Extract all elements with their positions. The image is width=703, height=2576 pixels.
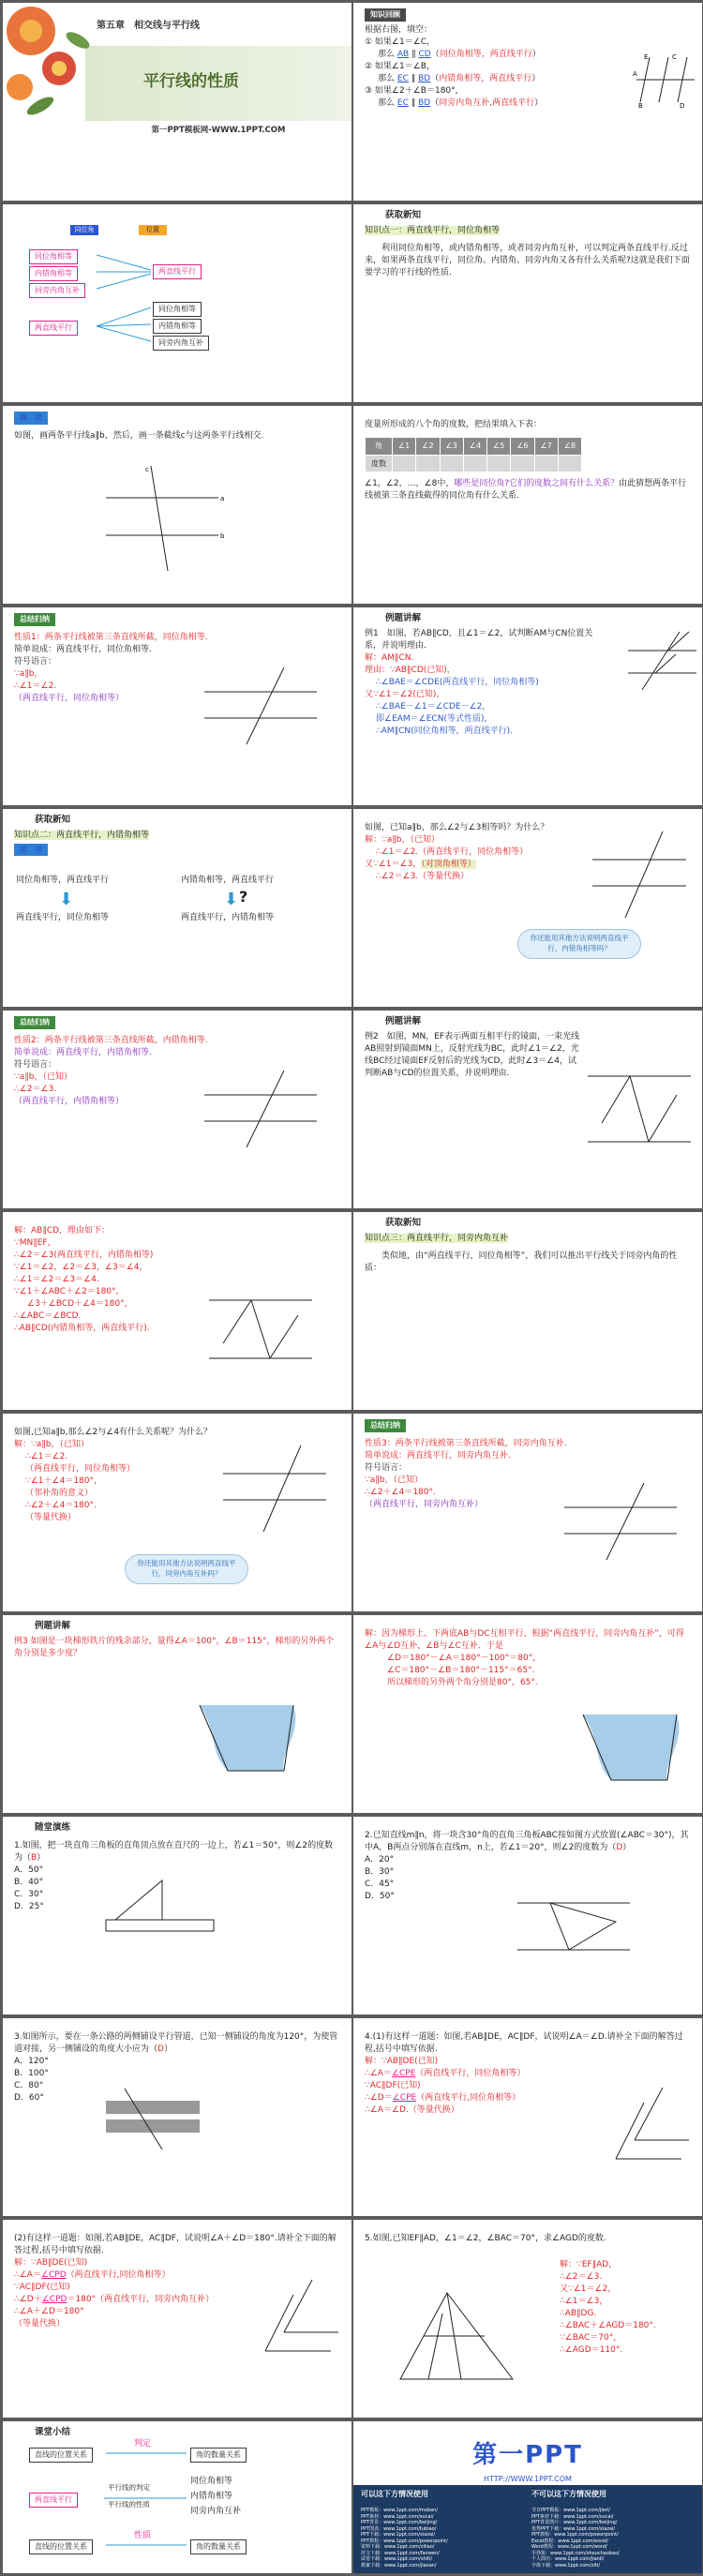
question: 1.如图，把一块直角三角板的直角顶点放在直尺的一边上，若∠1＝50°，则∠2的度数为（B）	[14, 1840, 334, 1863]
footer-link[interactable]: Word教程：www.1ppt.com/word/	[531, 2544, 607, 2550]
property: 性质1：两条平行线被第三条直线所截，同位角相等.	[14, 633, 208, 643]
text: ③ 如果∠2＋∠B＝180°，	[365, 86, 464, 97]
slide-new-knowledge-3	[353, 1212, 702, 1410]
table-cell: 度数	[366, 455, 393, 472]
text: ∵MN∥EF，	[14, 1238, 56, 1249]
property: 性质3：两条平行线被第三条直线所截，同旁内角互补.	[365, 1439, 567, 1449]
question: 例1 如图，若AB∥CD，且∠1＝∠2，试判断AM与CN位置关系，并说明理由.	[365, 628, 593, 651]
footer-link[interactable]: Excel教程：www.1ppt.com/excel/	[531, 2538, 608, 2544]
box-result-2: 内错角相等	[153, 319, 202, 334]
slide-example-2	[353, 1011, 702, 1208]
figure	[256, 2276, 340, 2360]
footer-link[interactable]: PPT素材：www.1ppt.com/sucai/	[361, 2513, 434, 2520]
option: D．50°	[365, 1892, 395, 1902]
degree-table	[365, 437, 582, 472]
section-tag: 总结归纳	[365, 1419, 406, 1432]
section-tag: 探 究	[14, 412, 48, 425]
text: ∵a∥b，（已知）	[365, 1475, 423, 1486]
label: 平行线的性质	[108, 2500, 150, 2509]
question: 例2 如图，MN，EF表示两面互相平行的镜面，一束光线AB照射到镜面MN上，反射光线为BC，此时∠1＝∠2，光线BC经过镜面EF反射后的光线为CD，此时∠3＝∠4，试判断AB与CD的位置关系，并说明理由.	[365, 1031, 580, 1078]
footer-link[interactable]: PPT背景：www.1ppt.com/beijing/	[361, 2520, 438, 2525]
down-arrow-icon: ⬇	[224, 890, 239, 909]
option: A．20°	[365, 1855, 395, 1865]
box: 直线的位置关系	[29, 2539, 93, 2554]
question: 3.如图所示，要在一条公路的两侧铺设平行管道，已知一侧铺设的角度为120°，为使管道对接，另一侧铺设的角度大小应为（D）	[14, 2032, 338, 2055]
figure	[588, 828, 691, 921]
label-position: 位置	[139, 225, 167, 235]
option: B．100°	[14, 2069, 49, 2079]
text: 同位角相等	[190, 2477, 233, 2486]
figure	[200, 1067, 322, 1151]
paragraph: 如图，画两条平行线a∥b，然后，画一条截线c与这两条平行线相交.	[14, 431, 264, 442]
text: 解：∵a∥b，（已知）	[14, 1440, 89, 1450]
label: 平行线的判定	[108, 2483, 150, 2492]
trapezoid-figure	[190, 1696, 312, 1790]
triangle-figure	[391, 2285, 522, 2389]
table-header-cell: ∠6	[511, 438, 534, 456]
text: （等量代换）	[14, 2319, 66, 2329]
heading: 可以这下方情况使用	[361, 2490, 428, 2498]
text: 简单说成：两直线平行，内错角相等.	[14, 1048, 152, 1058]
svg-text:C: C	[672, 53, 677, 61]
text: ∴∠D＝∠CPE（两直线平行,同位角相等）	[365, 2093, 521, 2104]
slide-summary-map	[3, 2421, 352, 2573]
table-cell	[463, 455, 486, 472]
logo: 第一PPT	[472, 2441, 583, 2469]
question: 例3 如图是一块梯形铁片的残余部分，量得∠A＝100°，∠B＝115°，梯形的另外两个角分别是多少度？	[14, 1636, 335, 1658]
box: 两直线平行	[29, 2493, 78, 2508]
option: C．80°	[14, 2081, 44, 2091]
text: ∵AC∥DF(已知)	[14, 2283, 70, 2293]
figure	[200, 664, 322, 748]
paragraph: 类似地，由“两直线平行，同位角相等”，我们可以推出平行线关于同旁内角的性质：	[365, 1251, 678, 1273]
box-alternate: 内错角相等	[29, 266, 78, 281]
text: 解：∵AB∥DE(已知)	[14, 2258, 88, 2269]
text: ∴∠1＝∠2.	[25, 1452, 68, 1462]
box-corresponding: 同位角相等	[29, 249, 78, 264]
section-heading: 获取新知	[385, 1218, 422, 1228]
question: 4.(1)有这样一道题：如图,若AB∥DE，AC∥DF，试说明∠A＝∠D.请补全下面的解答过程,括号中填写依据.	[365, 2032, 683, 2055]
table-header-cell: ∠5	[487, 438, 511, 456]
slide-concept-map	[3, 204, 352, 402]
slide-summary-2	[3, 1011, 352, 1208]
slide-measure-table	[353, 406, 702, 604]
text: 同位角相等，两直线平行	[16, 876, 110, 885]
table-cell	[558, 455, 581, 472]
section-heading: 课堂小结	[35, 2427, 71, 2437]
slide-new-knowledge-2	[3, 809, 352, 1007]
text: ∴∠BAE＝∠CDE(两直线平行，同位角相等)	[376, 677, 539, 687]
figure	[623, 628, 698, 694]
label-same-position: 同位角	[70, 225, 98, 235]
label: 性质	[134, 2531, 152, 2540]
text: 又∵∠1＝∠3，（对顶角相等）	[365, 860, 476, 870]
slide-practice-3	[3, 2018, 352, 2216]
flower-decoration-icon	[3, 3, 106, 134]
svg-text:D: D	[680, 102, 685, 108]
slide-solution-2	[3, 1212, 352, 1410]
slide-explore	[3, 406, 352, 604]
footer-link[interactable]: PPT教程：www.1ppt.com/powerpoint/	[361, 2538, 448, 2544]
text: 解：因为梯形上、下两底AB与DC互相平行，根据“两直线平行，同旁内角互补”，可得∠A与∠D互补，∠B与∠C互补．于是	[365, 1629, 684, 1652]
text: ∴AM∥CN(同位角相等，两直线平行)．	[376, 726, 519, 737]
text: ∴∠1＝∠2.	[14, 681, 57, 692]
slide-practice-4	[353, 2018, 702, 2216]
text: 所以梯形的另外两个角分别是80°，65°.	[387, 1678, 538, 1688]
text: ∠D＝180°－∠A＝180°－100°＝80°，	[387, 1654, 542, 1664]
slide-summary-3	[353, 1414, 702, 1611]
triangle-figure	[513, 1884, 635, 1978]
slide-footer-ad	[353, 2421, 702, 2573]
section-tag: 知识回顾	[365, 8, 406, 22]
question: 5.如图,已知EF∥AD，∠1＝∠2，∠BAC＝70°，求∠AGD的度数.	[365, 2234, 606, 2243]
table-header-cell: ∠7	[534, 438, 558, 456]
mirror-figure	[583, 1057, 696, 1161]
text: ∴∠A＝∠D.（等量代换）	[365, 2105, 459, 2116]
answer-line: 那么 EC ∥ BD（同旁内角互补,两直线平行）	[378, 98, 544, 109]
footer-link[interactable]: PPT模板：www.1ppt.com/moban/	[361, 2508, 438, 2513]
option: D．25°	[14, 1902, 44, 1911]
slide-review	[353, 3, 702, 201]
table-cell	[487, 455, 511, 472]
text: （两直线平行，同位角相等）	[14, 694, 125, 704]
text: 即∠EAM＝∠ECN(等式性质)，	[376, 714, 493, 725]
footer-link[interactable]: 手抄报：www.1ppt.com/shouchaobao/	[531, 2550, 620, 2556]
text: 解：AB∥CD，理由如下：	[14, 1226, 111, 1236]
table-header-cell: ∠8	[558, 438, 581, 456]
option: D．60°	[14, 2093, 44, 2104]
table-cell	[440, 455, 463, 472]
site-url: HTTP://WWW.1PPT.COM	[484, 2474, 572, 2483]
slide-example-1	[353, 607, 702, 805]
text: 理由：∵AB∥CD(已知)，	[365, 665, 456, 675]
text: ② 如果∠1＝∠B，	[365, 62, 435, 72]
section-heading: 例题讲解	[385, 613, 422, 623]
text: 内错角相等，两直线平行	[181, 876, 275, 885]
table-header-cell: ∠2	[416, 438, 440, 456]
text: ∴AB∥CD(内错角相等，两直线平行).	[14, 1324, 150, 1334]
slide-practice-2	[353, 1817, 702, 2014]
footer-link[interactable]: 个人简历：www.1ppt.com/jianli/	[531, 2556, 605, 2562]
slide-new-knowledge-1	[353, 204, 702, 402]
footer-link[interactable]: 资料下载：www.1ppt.com/ziliao/	[361, 2544, 435, 2550]
paragraph: 度量所形成的八个角的度数，把结果填入下表：	[365, 420, 543, 429]
text: 简单说成：两直线平行，同位角相等.	[14, 645, 152, 655]
text: ∠3＋∠BCD＋∠4＝180°，	[27, 1299, 133, 1310]
section-heading: 随堂演练	[35, 1822, 71, 1833]
svg-text:B: B	[638, 102, 643, 108]
table-cell	[511, 455, 534, 472]
slide-solution-3	[353, 1615, 702, 1813]
text: ∴∠D＋∠CPD＝180°（两直线平行，同旁内角互补）	[14, 2295, 215, 2305]
mirror-figure	[204, 1287, 317, 1371]
footer-link[interactable]: PPT图表：www.1ppt.com/tubiao/	[361, 2525, 437, 2532]
heading: 不可以这下方情况使用	[531, 2490, 606, 2498]
text: ∵a∥b，	[14, 669, 43, 680]
road-figure	[97, 2084, 209, 2159]
text: 解：∵a∥b，（已知）	[365, 835, 440, 846]
box: 直线的位置关系	[29, 2448, 93, 2463]
question: 如图，已知a∥b，那么∠2与∠3相等吗？为什么？	[365, 823, 549, 832]
box-result-3: 同旁内角互补	[153, 336, 209, 351]
svg-text:A: A	[633, 70, 637, 78]
footer-link[interactable]: 范文下载：www.1ppt.com/fanwen/	[361, 2550, 440, 2556]
section-heading: 例题讲解	[35, 1621, 71, 1631]
text: ∵∠1＋∠4＝180°，	[25, 1476, 102, 1487]
slide-example-3	[3, 1615, 352, 1813]
label: 判定	[134, 2439, 152, 2449]
text: ∴∠2＋∠4＝180°.	[25, 1501, 97, 1511]
section-tag: 思 考	[14, 844, 48, 857]
footer-link[interactable]: PPT下载：www.1ppt.com/xiazai/	[361, 2532, 436, 2538]
text: ∵∠1＋∠ABC＋∠2＝180°，	[14, 1287, 125, 1297]
table-header-cell: 角	[366, 438, 393, 456]
paragraph: 利用同位角相等，或内错角相等，或者同旁内角互补，可以判定两条直线平行.反过来，如果两条直线平行，同位角、内错角、同旁内角又各有什么关系呢?这就是我们下面要学习的平行线的性质.	[365, 243, 690, 277]
question: 如图,已知a∥b,那么∠2与∠4有什么关系呢？为什么？	[14, 1428, 213, 1437]
text: （两直线平行，同位角相等）	[25, 1464, 136, 1475]
figure	[606, 2084, 691, 2168]
link-list	[361, 2508, 448, 2569]
footer-link[interactable]: PPT教程：www.1ppt.com/powerpoint/	[531, 2532, 619, 2538]
text: ∴∠A＝∠CPE（两直线平行，同位角相等）	[365, 2069, 526, 2079]
box-parallel-2: 两直线平行	[29, 321, 78, 336]
text: （两直线平行，同旁内角互补）	[365, 1500, 484, 1510]
text: 符号语言：	[365, 1463, 408, 1474]
svg-text:E: E	[644, 53, 649, 61]
text: 内错角相等	[190, 2492, 233, 2501]
text: ∴∠A＋∠D＝180°	[14, 2307, 84, 2317]
triangle-ruler-figure	[97, 1873, 218, 1957]
table-cell	[416, 455, 440, 472]
table-header-cell: ∠1	[393, 438, 416, 456]
section-heading: 例题讲解	[385, 1016, 422, 1026]
text: 符号语言：	[14, 1060, 57, 1071]
text: ∴∠A＝∠CPD（两直线平行,同位角相等）	[14, 2270, 171, 2281]
text: 两直线平行，同位角相等	[16, 913, 110, 922]
trapezoid-figure	[574, 1705, 696, 1799]
text: 又∵∠1＝∠2(已知)，	[365, 690, 445, 699]
answer-line: 那么 EC ∥ BD（内错角相等，两直线平行）	[378, 74, 541, 84]
figure	[560, 1479, 681, 1564]
text: 符号语言：	[14, 657, 57, 667]
text: 解：AM∥CN.	[365, 652, 414, 663]
thought-cloud: 你还能用其他方法说明两直线平行，内错角相等吗？	[517, 929, 641, 959]
option: C．30°	[14, 1889, 44, 1899]
text: （邻补角的意义）	[25, 1489, 94, 1499]
text: （两直线平行，内错角相等）	[14, 1097, 125, 1107]
question: 2.已知直线m∥n，将一块含30°角的直角三角板ABC按如图方式放置(∠ABC＝30°)，其中A，B两点分别落在直线m，n上，若∠1＝20°，则∠2的度数为（D）	[365, 1831, 689, 1853]
box-consecutive: 同旁内角互补	[29, 283, 85, 298]
slide-summary-1	[3, 607, 352, 805]
slide-question-1	[353, 809, 702, 1007]
slide-practice-5	[353, 2220, 702, 2418]
question-mark: ?	[239, 888, 248, 906]
text: ∠C＝180°－∠B＝180°－115°＝65°.	[387, 1666, 535, 1676]
footer-link[interactable]: PPT素材下载：www.1ppt.com/sucai/	[531, 2513, 614, 2520]
footer-link[interactable]: PPT背景图片：www.1ppt.com/beijing/	[531, 2520, 618, 2525]
property: 性质2：两条平行线被第三条直线所截，内错角相等.	[14, 1036, 208, 1046]
slide-practice-4b	[3, 2220, 352, 2418]
text: 简单说成：两直线平行，同旁内角互补.	[365, 1451, 511, 1461]
footer-link[interactable]: 试卷下载：www.1ppt.com/shiti/	[361, 2556, 433, 2562]
section-heading: 获取新知	[385, 210, 422, 220]
section-heading: 获取新知	[35, 815, 71, 825]
text: ∵∠1＝∠2，∠2＝∠3，∠3＝∠4，	[14, 1263, 148, 1273]
text: 同旁内角互补	[190, 2507, 242, 2516]
slide-title	[3, 3, 352, 201]
link-list	[531, 2508, 620, 2569]
footer-link[interactable]: 节日PPT模板：www.1ppt.com/jieri/	[531, 2508, 610, 2513]
chapter-title: 第五章 相交线与平行线	[97, 21, 200, 31]
figure	[218, 1442, 331, 1535]
text: ∴∠2＝∠3.（等量代换）	[376, 872, 470, 882]
text: ∴∠1＝∠2＝∠3＝∠4.	[14, 1275, 99, 1285]
option: B．30°	[365, 1867, 395, 1878]
footer-link[interactable]: 优秀PPT下载：www.1ppt.com/xiazai/	[531, 2525, 616, 2532]
arrows	[3, 2421, 352, 2571]
geometry-figure	[631, 52, 698, 108]
text: ∴∠2＝∠3(两直线平行，内错角相等)	[14, 1251, 154, 1261]
parallel-lines-figure	[97, 462, 228, 575]
box: 角的数量关系	[190, 2448, 247, 2463]
thought-cloud: 你还能用其他方法说明两直线平行，同旁内角互补吗？	[125, 1554, 248, 1584]
text: ∵AC∥DF(已知)	[365, 2081, 421, 2091]
text: ∴∠1＝∠2.（两直线平行，同位角相等）	[376, 847, 529, 858]
section-tag: 总结归纳	[14, 613, 55, 626]
text: （等量代换）	[25, 1513, 77, 1523]
footer-link[interactable]: 字体下载：www.1ppt.com/ziti/	[531, 2562, 600, 2569]
option: C．45°	[365, 1880, 395, 1890]
text: ∴∠2＋∠4＝180°.	[365, 1488, 436, 1498]
solution: 解：∵EF∥AD， ∴∠2＝∠3. 又∵∠1＝∠2， ∴∠1＝∠3， ∴AB∥DG. ∴∠BAC＋∠AGD＝180°. ∵∠BAC＝70°， ∴∠AGD＝110°.	[560, 2260, 656, 2356]
arrows	[3, 204, 352, 402]
svg-text:c: c	[145, 466, 149, 473]
slide-question-2	[3, 1414, 352, 1611]
paragraph: ∠1，∠2，…，∠8中，哪些是同位角?它们的度数之间有什么关系？由此猜想两条平行线被第三条直线截得的同位角有什么关系.	[365, 479, 687, 502]
text: ∴∠2＝∠3.	[14, 1085, 57, 1095]
knowledge-point: 知识点二：两直线平行，内错角相等	[14, 830, 150, 840]
text: 解：∵AB∥DE(已知)	[365, 2057, 439, 2067]
text: ① 如果∠1＝∠C，	[365, 37, 436, 48]
question: (2)有这样一道题：如图,若AB∥DE，AC∥DF，试说明∠A＋∠D＝180°.请补全下面的解答过程,括号中填写依据.	[14, 2234, 337, 2256]
box: 角的数量关系	[190, 2539, 247, 2554]
box-parallel: 两直线平行	[153, 264, 202, 279]
svg-text:b: b	[220, 532, 225, 540]
table-cell	[534, 455, 558, 472]
svg-text:a: a	[220, 495, 225, 502]
knowledge-point: 知识点三：两直线平行，同旁内角互补	[365, 1233, 509, 1243]
option: A．50°	[14, 1865, 44, 1875]
section-tag: 总结归纳	[14, 1016, 55, 1029]
answer-line: 那么 AB ∥ CD（同位角相等，两直线平行）	[378, 50, 541, 60]
table-header-cell: ∠3	[440, 438, 463, 456]
text: ∴∠ABC＝∠BCD.	[14, 1311, 82, 1322]
footer-link[interactable]: 教案下载：www.1ppt.com/jiaoan/	[361, 2562, 437, 2569]
box-result-1: 同位角相等	[153, 302, 202, 317]
slide-practice-1	[3, 1817, 352, 2014]
text: 根据右图，填空：	[365, 25, 433, 36]
option: A．120°	[14, 2057, 49, 2067]
option: B．40°	[14, 1877, 44, 1887]
knowledge-point: 知识点一：两直线平行，同位角相等	[365, 225, 501, 235]
text: ∵a∥b，（已知）	[14, 1072, 72, 1083]
page-title: 平行线的性质	[143, 72, 239, 91]
text: 两直线平行，内错角相等	[181, 913, 275, 922]
down-arrow-icon: ⬇	[59, 890, 74, 909]
text: ∴∠BAE－∠1＝∠CDE－∠2，	[376, 702, 491, 712]
table-header-cell: ∠4	[463, 438, 486, 456]
site-label: 第一PPT模板网-WWW.1PPT.COM	[151, 126, 286, 135]
table-cell	[393, 455, 416, 472]
